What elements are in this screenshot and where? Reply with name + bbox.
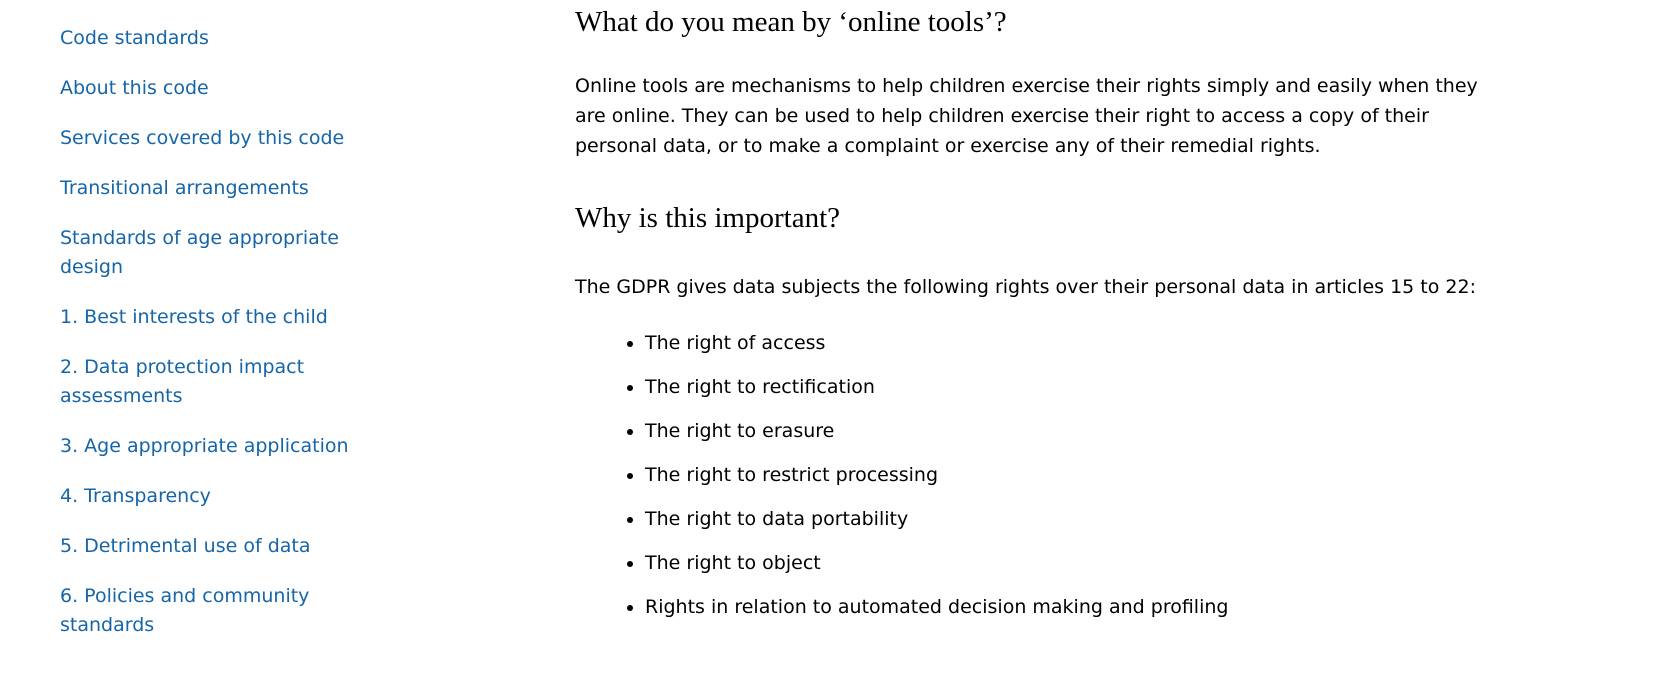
sidebar-nav-item (60, 124, 400, 153)
sidebar-nav-link[interactable]: 6. Policies and community standards (60, 585, 310, 636)
sidebar-nav-item (60, 24, 400, 53)
sidebar-nav-link[interactable]: 2. Data protection impact assessments (60, 356, 305, 407)
sidebar-nav-link[interactable]: Services covered by this code (60, 127, 345, 149)
sidebar-nav-link[interactable]: 1. Best interests of the child (60, 306, 328, 328)
gdpr-rights-list (575, 328, 1495, 622)
sidebar-nav-item (60, 224, 400, 282)
sidebar-nav-link[interactable]: 5. Detrimental use of data (60, 535, 311, 557)
gdpr-rights-intro-paragraph: The GDPR gives data subjects the following rights over their personal data in articles 15 to 22: (575, 276, 1476, 298)
sidebar-nav-link[interactable]: Transitional arrangements (60, 177, 309, 199)
contents-sidebar (0, 0, 400, 661)
gdpr-right-item: • The right of access (645, 328, 1495, 358)
sidebar-nav-item (60, 582, 400, 640)
sidebar-nav-link[interactable]: About this code (60, 77, 209, 99)
sidebar-nav-link[interactable]: 3. Age appropriate application (60, 435, 349, 457)
gdpr-right-item: • The right to restrict processing (645, 460, 1495, 490)
sidebar-nav-item (60, 353, 400, 411)
online-tools-heading: What do you mean by ‘online tools’? (575, 6, 1007, 38)
sidebar-nav-item (60, 532, 400, 561)
gdpr-right-item: • Rights in relation to automated decision making and profiling (645, 592, 1495, 622)
sidebar-nav-list (60, 24, 400, 640)
importance-heading: Why is this important? (575, 202, 840, 234)
article-content (575, 0, 1495, 636)
sidebar-nav-item (60, 174, 400, 203)
gdpr-right-item: • The right to data portability (645, 504, 1495, 534)
sidebar-nav-link[interactable]: Code standards (60, 27, 209, 49)
sidebar-nav-link[interactable]: 4. Transparency (60, 485, 211, 507)
online-tools-paragraph: Online tools are mechanisms to help children exercise their rights simply and easily when they are online. They can be used to help children exercise their right to access a copy of their personal data, or to make a complaint or exercise any of their remedial rights. (575, 75, 1478, 157)
gdpr-right-item: • The right to erasure (645, 416, 1495, 446)
sidebar-nav-item (60, 482, 400, 511)
gdpr-right-item: • The right to rectification (645, 372, 1495, 402)
sidebar-nav-link[interactable]: Standards of age appropriate design (60, 227, 339, 278)
gdpr-right-item: • The right to object (645, 548, 1495, 578)
sidebar-nav-item (60, 74, 400, 103)
sidebar-nav-item (60, 303, 400, 332)
sidebar-nav-item (60, 432, 400, 461)
